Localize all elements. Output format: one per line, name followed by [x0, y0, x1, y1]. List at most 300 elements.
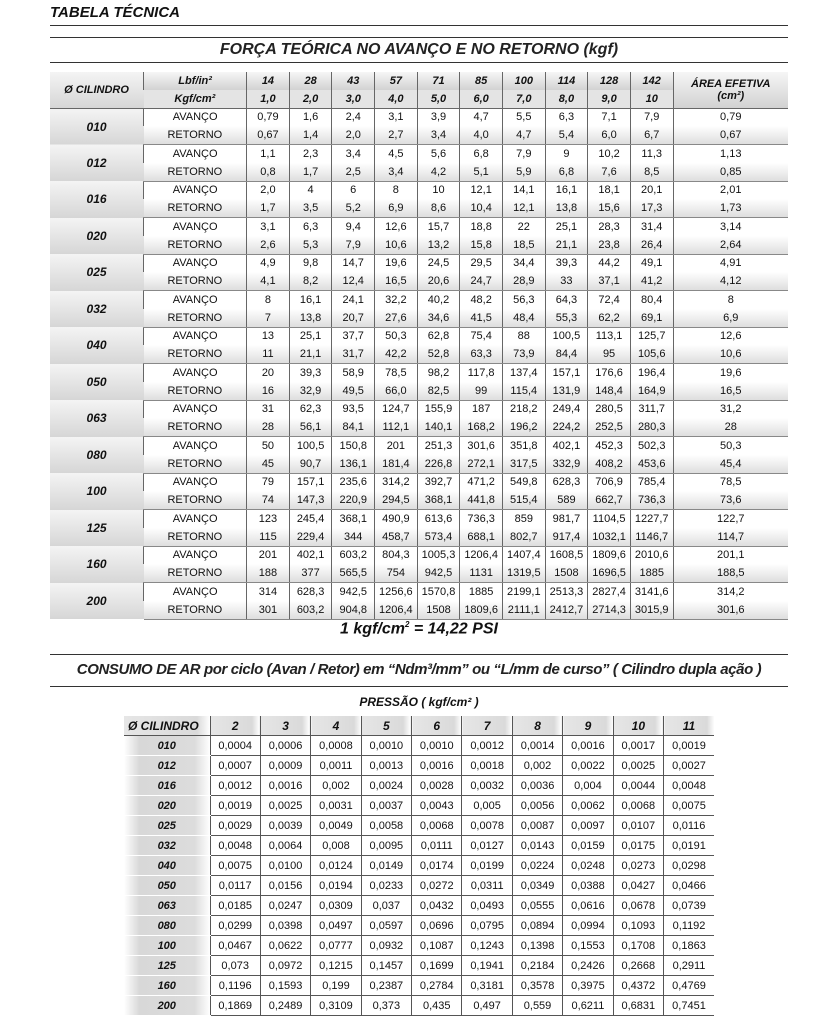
kgf-value: 8,0: [545, 90, 588, 108]
air-consumption-cell: 0,0016: [260, 776, 310, 796]
return-force-cell: 48,4: [502, 309, 545, 327]
advance-force-cell: 785,4: [630, 473, 673, 491]
air-consumption-cell: 0,0049: [311, 816, 361, 836]
air-consumption-cell: 0,1869: [210, 996, 260, 1016]
advance-force-cell: 201: [247, 546, 290, 564]
air-consumption-cell: 0,0622: [260, 936, 310, 956]
return-force-cell: 224,2: [545, 418, 588, 436]
return-force-cell: 20,6: [417, 272, 460, 290]
return-force-cell: 74: [247, 491, 290, 509]
advance-force-cell: 176,6: [588, 364, 631, 382]
return-force-cell: 252,5: [588, 418, 631, 436]
advance-force-cell: 736,3: [460, 510, 503, 528]
return-force-cell: 31,7: [332, 345, 375, 363]
advance-force-cell: 1005,3: [417, 546, 460, 564]
air-consumption-cell: 0,0159: [563, 836, 613, 856]
air-consumption-cell: 0,0493: [462, 896, 512, 916]
advance-force-cell: 368,1: [332, 510, 375, 528]
air-consumption-cell: 0,0043: [412, 796, 462, 816]
advance-force-cell: 1885: [460, 583, 503, 601]
air-consumption-cell: 0,0056: [512, 796, 562, 816]
return-force-cell: 5,1: [460, 163, 503, 181]
advance-force-cell: 249,4: [545, 400, 588, 418]
air-consumption-cell: 0,0012: [210, 776, 260, 796]
air-consumption-cell: 0,0233: [361, 876, 411, 896]
return-force-cell: 1131: [460, 564, 503, 582]
advance-row: [50, 473, 788, 491]
return-force-cell: 21,1: [289, 345, 332, 363]
air-consumption-cell: 0,073: [210, 956, 260, 976]
cylinder-diameter: 063: [50, 400, 144, 437]
return-force-cell: 21,1: [545, 236, 588, 254]
advance-force-cell: 452,3: [588, 437, 631, 455]
return-force-cell: 49,5: [332, 382, 375, 400]
advance-force-cell: 9,4: [332, 218, 375, 236]
advance-force-cell: 351,8: [502, 437, 545, 455]
advance-force-cell: 25,1: [545, 218, 588, 236]
air-consumption-cell: 0,0194: [311, 876, 361, 896]
return-force-cell: 688,1: [460, 528, 503, 546]
advance-force-cell: 3,4: [332, 145, 375, 163]
advance-area-cell: 12,6: [673, 327, 788, 345]
advance-force-cell: 3,1: [247, 218, 290, 236]
return-force-cell: 42,2: [375, 345, 418, 363]
advance-force-cell: 98,2: [417, 364, 460, 382]
air-consumption-cell: 0,0011: [311, 756, 361, 776]
advance-force-cell: 392,7: [417, 473, 460, 491]
advance-force-cell: 5,5: [502, 108, 545, 126]
air-consumption-cell: 0,0068: [613, 796, 663, 816]
return-row: [50, 236, 788, 254]
return-area-cell: 1,73: [673, 199, 788, 217]
return-force-cell: 12,1: [502, 199, 545, 217]
air-consumption-cell: 0,0064: [260, 836, 310, 856]
advance-row: [50, 218, 788, 236]
advance-force-cell: 502,3: [630, 437, 673, 455]
advance-force-cell: 218,2: [502, 400, 545, 418]
advance-row: [50, 108, 788, 126]
advance-force-cell: 44,2: [588, 254, 631, 272]
air-consumption-cell: 0,0127: [462, 836, 512, 856]
return-force-cell: 229,4: [289, 528, 332, 546]
advance-force-cell: 1407,4: [502, 546, 545, 564]
advance-force-cell: 7,9: [630, 108, 673, 126]
advance-label: AVANÇO: [144, 254, 247, 272]
advance-force-cell: 2,4: [332, 108, 375, 126]
advance-force-cell: 150,8: [332, 437, 375, 455]
return-force-cell: 15,6: [588, 199, 631, 217]
lbf-label: Lbf/in²: [144, 72, 247, 90]
air-consumption-cell: 0,0555: [512, 896, 562, 916]
advance-force-cell: 157,1: [289, 473, 332, 491]
return-force-cell: 13,8: [289, 309, 332, 327]
air-consumption-cell: 0,1196: [210, 976, 260, 996]
advance-force-cell: 117,8: [460, 364, 503, 382]
return-row: [50, 528, 788, 546]
air-consumption-cell: 0,0068: [412, 816, 462, 836]
air-consumption-cell: 0,002: [512, 756, 562, 776]
kgf-value: 2,0: [289, 90, 332, 108]
air-consumption-cell: 0,0019: [664, 736, 714, 756]
advance-force-cell: 2010,6: [630, 546, 673, 564]
air-consumption-cell: 0,199: [311, 976, 361, 996]
air-cylinder-diameter: 040: [124, 856, 210, 876]
return-row: [50, 491, 788, 509]
advance-force-cell: 20,1: [630, 181, 673, 199]
advance-force-cell: 402,1: [289, 546, 332, 564]
conversion-text: 1 kgf/cm: [340, 620, 405, 638]
return-force-cell: 26,4: [630, 236, 673, 254]
air-consumption-cell: 0,2911: [664, 956, 714, 976]
advance-label: AVANÇO: [144, 145, 247, 163]
advance-force-cell: 314,2: [375, 473, 418, 491]
return-force-cell: 4,2: [417, 163, 460, 181]
air-consumption-cell: 0,2426: [563, 956, 613, 976]
air-row: [124, 796, 714, 816]
return-force-cell: 148,4: [588, 382, 631, 400]
advance-force-cell: 137,4: [502, 364, 545, 382]
return-force-cell: 736,3: [630, 491, 673, 509]
cylinder-diameter: 025: [50, 254, 144, 291]
return-area-cell: 45,4: [673, 455, 788, 473]
air-consumption-cell: 0,0037: [361, 796, 411, 816]
air-consumption-cell: 0,002: [311, 776, 361, 796]
air-consumption-cell: 0,1087: [412, 936, 462, 956]
advance-row: [50, 364, 788, 382]
advance-force-cell: 12,6: [375, 218, 418, 236]
advance-force-cell: 79: [247, 473, 290, 491]
advance-force-cell: 100,5: [545, 327, 588, 345]
return-force-cell: 188: [247, 564, 290, 582]
return-force-cell: 115: [247, 528, 290, 546]
advance-area-cell: 3,14: [673, 218, 788, 236]
pressure-value: 3: [260, 716, 310, 736]
return-label: RETORNO: [144, 126, 247, 144]
return-force-cell: 1032,1: [588, 528, 631, 546]
advance-row: [50, 254, 788, 272]
air-consumption-cell: 0,0497: [311, 916, 361, 936]
return-force-cell: 294,5: [375, 491, 418, 509]
advance-row: [50, 400, 788, 418]
air-consumption-cell: 0,1093: [613, 916, 663, 936]
return-force-cell: 41,5: [460, 309, 503, 327]
air-consumption-cell: 0,0143: [512, 836, 562, 856]
advance-force-cell: 29,5: [460, 254, 503, 272]
advance-force-cell: 15,7: [417, 218, 460, 236]
advance-label: AVANÇO: [144, 583, 247, 601]
return-force-cell: 27,6: [375, 309, 418, 327]
advance-force-cell: 78,5: [375, 364, 418, 382]
advance-force-cell: 1206,4: [460, 546, 503, 564]
return-force-cell: 84,1: [332, 418, 375, 436]
advance-force-cell: 9: [545, 145, 588, 163]
return-force-cell: 95: [588, 345, 631, 363]
pressure-value: 11: [664, 716, 714, 736]
air-consumption-cell: 0,0111: [412, 836, 462, 856]
advance-force-cell: 2827,4: [588, 583, 631, 601]
return-force-cell: 0,8: [247, 163, 290, 181]
return-force-cell: 1,7: [289, 163, 332, 181]
return-row: [50, 272, 788, 290]
return-force-cell: 1,7: [247, 199, 290, 217]
cylinder-diameter: 050: [50, 364, 144, 401]
pressure-value: 4: [311, 716, 361, 736]
return-force-cell: 168,2: [460, 418, 503, 436]
return-force-cell: 56,1: [289, 418, 332, 436]
air-consumption-cell: 0,3181: [462, 976, 512, 996]
advance-force-cell: 280,5: [588, 400, 631, 418]
return-area-cell: 301,6: [673, 601, 788, 619]
return-force-cell: 20,7: [332, 309, 375, 327]
return-label: RETORNO: [144, 418, 247, 436]
air-consumption-cell: 0,0199: [462, 856, 512, 876]
air-row: [124, 736, 714, 756]
return-force-cell: 2111,1: [502, 601, 545, 619]
air-consumption-cell: 0,0224: [512, 856, 562, 876]
air-consumption-cell: 0,0932: [361, 936, 411, 956]
return-force-cell: 1696,5: [588, 564, 631, 582]
air-consumption-cell: 0,0010: [412, 736, 462, 756]
air-consumption-cell: 0,0309: [311, 896, 361, 916]
air-consumption-cell: 0,0058: [361, 816, 411, 836]
advance-force-cell: 20: [247, 364, 290, 382]
diameter-header: Ø CILINDRO: [50, 72, 144, 108]
cylinder-diameter: 012: [50, 145, 144, 182]
advance-force-cell: 549,8: [502, 473, 545, 491]
return-force-cell: 10,4: [460, 199, 503, 217]
advance-force-cell: 19,6: [375, 254, 418, 272]
air-consumption-cell: 0,497: [462, 996, 512, 1016]
air-consumption-cell: 0,1457: [361, 956, 411, 976]
return-force-cell: 2,0: [332, 126, 375, 144]
advance-label: AVANÇO: [144, 437, 247, 455]
air-diameter-header: Ø CILINDRO: [124, 716, 210, 736]
return-row: [50, 601, 788, 619]
return-force-cell: 8,6: [417, 199, 460, 217]
advance-force-cell: 942,5: [332, 583, 375, 601]
advance-area-cell: 1,13: [673, 145, 788, 163]
return-row: [50, 199, 788, 217]
advance-force-cell: 235,6: [332, 473, 375, 491]
advance-label: AVANÇO: [144, 181, 247, 199]
air-consumption-cell: 0,559: [512, 996, 562, 1016]
advance-force-cell: 48,2: [460, 291, 503, 309]
return-label: RETORNO: [144, 528, 247, 546]
return-area-cell: 16,5: [673, 382, 788, 400]
advance-force-cell: 75,4: [460, 327, 503, 345]
advance-force-cell: 34,4: [502, 254, 545, 272]
advance-force-cell: 16,1: [545, 181, 588, 199]
return-force-cell: 5,9: [502, 163, 545, 181]
air-consumption-cell: 0,0025: [613, 756, 663, 776]
air-consumption-cell: 0,0097: [563, 816, 613, 836]
return-row: [50, 345, 788, 363]
return-force-cell: 3,4: [375, 163, 418, 181]
return-label: RETORNO: [144, 491, 247, 509]
return-row: [50, 455, 788, 473]
advance-label: AVANÇO: [144, 546, 247, 564]
air-consumption-cell: 0,0398: [260, 916, 310, 936]
air-cylinder-diameter: 025: [124, 816, 210, 836]
air-consumption-cell: 0,037: [361, 896, 411, 916]
return-label: RETORNO: [144, 163, 247, 181]
advance-row: [50, 437, 788, 455]
cylinder-diameter: 160: [50, 546, 144, 583]
air-cylinder-diameter: 050: [124, 876, 210, 896]
air-consumption-cell: 0,0036: [512, 776, 562, 796]
advance-label: AVANÇO: [144, 400, 247, 418]
return-label: RETORNO: [144, 382, 247, 400]
air-consumption-cell: 0,0024: [361, 776, 411, 796]
air-consumption-cell: 0,0174: [412, 856, 462, 876]
return-force-cell: 1319,5: [502, 564, 545, 582]
return-force-cell: 2,6: [247, 236, 290, 254]
air-consumption-cell: 0,0678: [613, 896, 663, 916]
advance-area-cell: 122,7: [673, 510, 788, 528]
air-consumption-cell: 0,1699: [412, 956, 462, 976]
return-label: RETORNO: [144, 272, 247, 290]
advance-force-cell: 49,1: [630, 254, 673, 272]
air-consumption-cell: 0,3975: [563, 976, 613, 996]
air-consumption-cell: 0,0175: [613, 836, 663, 856]
return-force-cell: 112,1: [375, 418, 418, 436]
return-force-cell: 5,2: [332, 199, 375, 217]
return-force-cell: 41,2: [630, 272, 673, 290]
air-consumption-cell: 0,0004: [210, 736, 260, 756]
return-label: RETORNO: [144, 601, 247, 619]
advance-area-cell: 314,2: [673, 583, 788, 601]
return-label: RETORNO: [144, 199, 247, 217]
air-consumption-cell: 0,0739: [664, 896, 714, 916]
return-area-cell: 2,64: [673, 236, 788, 254]
air-consumption-cell: 0,0777: [311, 936, 361, 956]
return-force-cell: 63,3: [460, 345, 503, 363]
return-force-cell: 181,4: [375, 455, 418, 473]
air-row: [124, 876, 714, 896]
advance-force-cell: 196,4: [630, 364, 673, 382]
return-force-cell: 368,1: [417, 491, 460, 509]
return-force-cell: 3,5: [289, 199, 332, 217]
advance-force-cell: 18,1: [588, 181, 631, 199]
pressure-value: 6: [412, 716, 462, 736]
air-consumption-cell: 0,0016: [412, 756, 462, 776]
return-force-cell: 4,7: [502, 126, 545, 144]
pressure-value: 7: [462, 716, 512, 736]
air-consumption-cell: 0,0124: [311, 856, 361, 876]
return-force-cell: 754: [375, 564, 418, 582]
air-consumption-cell: 0,0014: [512, 736, 562, 756]
return-force-cell: 16,5: [375, 272, 418, 290]
return-area-cell: 0,67: [673, 126, 788, 144]
return-force-cell: 55,3: [545, 309, 588, 327]
lbf-value: 28: [289, 72, 332, 90]
kgf-value: 5,0: [417, 90, 460, 108]
air-consumption-cell: 0,0349: [512, 876, 562, 896]
advance-force-cell: 603,2: [332, 546, 375, 564]
advance-row: [50, 583, 788, 601]
return-force-cell: 8,2: [289, 272, 332, 290]
air-consumption-cell: 0,2784: [412, 976, 462, 996]
air-cylinder-diameter: 160: [124, 976, 210, 996]
kgf-value: 10: [630, 90, 673, 108]
return-force-cell: 2,7: [375, 126, 418, 144]
air-consumption-cell: 0,0029: [210, 816, 260, 836]
return-force-cell: 942,5: [417, 564, 460, 582]
advance-force-cell: 859: [502, 510, 545, 528]
advance-force-cell: 402,1: [545, 437, 588, 455]
air-consumption-cell: 0,2184: [512, 956, 562, 976]
advance-force-cell: 24,5: [417, 254, 460, 272]
return-force-cell: 1508: [545, 564, 588, 582]
return-force-cell: 90,7: [289, 455, 332, 473]
advance-force-cell: 123: [247, 510, 290, 528]
advance-area-cell: 4,91: [673, 254, 788, 272]
air-divider-bottom: [50, 686, 788, 687]
air-consumption-cell: 0,004: [563, 776, 613, 796]
advance-force-cell: 62,8: [417, 327, 460, 345]
lbf-value: 57: [375, 72, 418, 90]
title-divider: [50, 25, 788, 26]
advance-force-cell: 1608,5: [545, 546, 588, 564]
advance-force-cell: 39,3: [545, 254, 588, 272]
advance-force-cell: 3,1: [375, 108, 418, 126]
return-force-cell: 220,9: [332, 491, 375, 509]
return-force-cell: 62,2: [588, 309, 631, 327]
return-force-cell: 280,3: [630, 418, 673, 436]
air-consumption-cell: 0,0116: [664, 816, 714, 836]
return-force-cell: 12,4: [332, 272, 375, 290]
return-area-cell: 73,6: [673, 491, 788, 509]
pressure-value: 9: [563, 716, 613, 736]
air-consumption-cell: 0,0048: [664, 776, 714, 796]
advance-area-cell: 19,6: [673, 364, 788, 382]
advance-area-cell: 0,79: [673, 108, 788, 126]
advance-force-cell: 157,1: [545, 364, 588, 382]
advance-force-cell: 4,5: [375, 145, 418, 163]
advance-force-cell: 124,7: [375, 400, 418, 418]
advance-force-cell: 14,1: [502, 181, 545, 199]
return-area-cell: 0,85: [673, 163, 788, 181]
air-consumption-cell: 0,0010: [361, 736, 411, 756]
advance-force-cell: 3,9: [417, 108, 460, 126]
advance-force-cell: 10,2: [588, 145, 631, 163]
return-force-cell: 1,4: [289, 126, 332, 144]
return-row: [50, 418, 788, 436]
return-force-cell: 589: [545, 491, 588, 509]
return-force-cell: 73,9: [502, 345, 545, 363]
kgf-value: 1,0: [247, 90, 290, 108]
kgf-value: 9,0: [588, 90, 631, 108]
return-force-cell: 2412,7: [545, 601, 588, 619]
advance-force-cell: 628,3: [545, 473, 588, 491]
return-force-cell: 52,8: [417, 345, 460, 363]
advance-force-cell: 314: [247, 583, 290, 601]
air-consumption-cell: 0,0972: [260, 956, 310, 976]
advance-label: AVANÇO: [144, 218, 247, 236]
advance-force-cell: 88: [502, 327, 545, 345]
air-consumption-cell: 0,008: [311, 836, 361, 856]
advance-force-cell: 12,1: [460, 181, 503, 199]
air-consumption-cell: 0,1192: [664, 916, 714, 936]
air-row: [124, 936, 714, 956]
return-force-cell: 196,2: [502, 418, 545, 436]
air-consumption-cell: 0,0696: [412, 916, 462, 936]
return-area-cell: 10,6: [673, 345, 788, 363]
lbf-value: 128: [588, 72, 631, 90]
advance-area-cell: 31,2: [673, 400, 788, 418]
air-consumption-cell: 0,0008: [311, 736, 361, 756]
return-force-cell: 904,8: [332, 601, 375, 619]
